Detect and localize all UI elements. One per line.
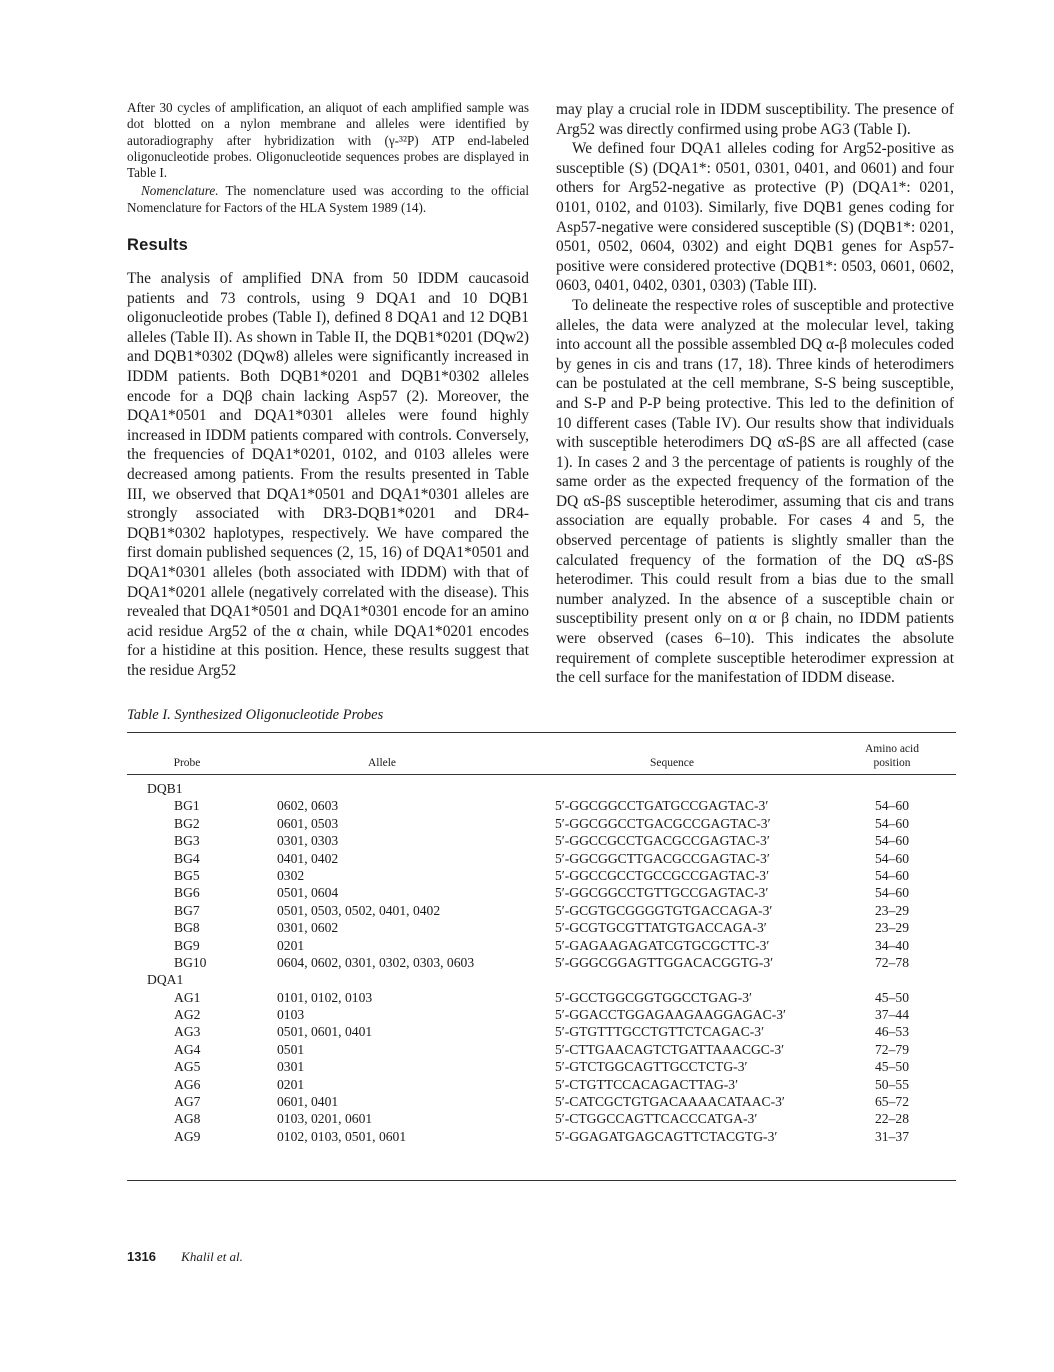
cell-sequence: 5′-GGCGGCTTGACGCCGAGTAC-3′ xyxy=(555,850,770,866)
table-bottom-rule xyxy=(127,1180,956,1181)
page-number: 1316 xyxy=(127,1249,156,1264)
table-header xyxy=(127,740,956,772)
table-group-row xyxy=(127,972,956,989)
table-row xyxy=(127,816,956,833)
cell-allele: 0301 xyxy=(277,1059,305,1075)
cell-allele: 0501, 0604 xyxy=(277,885,339,901)
table-row xyxy=(127,1007,956,1024)
table-row xyxy=(127,1042,956,1059)
cell-probe: BG9 xyxy=(174,937,200,953)
cell-sequence: 5′-GGCCGCCTGACGCCGAGTAC-3′ xyxy=(555,833,770,849)
cell-position: 54–60 xyxy=(875,815,909,831)
cell-sequence: 5′-GGGCGGAGTTGGACACGGTG-3′ xyxy=(555,954,774,970)
cell-sequence: 5′-CATCGCTGTGACAAAACATAAC-3′ xyxy=(555,1094,785,1110)
cell-allele: 0103 xyxy=(277,1007,305,1023)
table-header-rule xyxy=(127,774,956,775)
cell-sequence: 5′-CTGGCCAGTTCACCCATGA-3′ xyxy=(555,1111,758,1127)
header-position-line2: position xyxy=(873,757,911,769)
cell-sequence: 5′-GGAGATGAGCAGTTCTACGTG-3′ xyxy=(555,1128,778,1144)
cell-probe: AG7 xyxy=(174,1094,201,1110)
cell-probe: AG3 xyxy=(174,1024,201,1040)
cell-sequence: 5′-GCGTGCGTTATGTGACCAGA-3′ xyxy=(555,920,767,936)
page-footer xyxy=(127,1249,243,1265)
cell-position: 54–60 xyxy=(875,850,909,866)
table-top-rule xyxy=(127,732,956,733)
cell-position: 54–60 xyxy=(875,833,909,849)
cell-position: 50–55 xyxy=(875,1076,909,1092)
cell-sequence: 5′-GGCCGCCTGCCGCCGAGTAC-3′ xyxy=(555,867,770,883)
cell-allele: 0103, 0201, 0601 xyxy=(277,1111,373,1127)
cell-allele: 0201 xyxy=(277,1076,305,1092)
cell-position: 65–72 xyxy=(875,1094,909,1110)
cell-allele: 0401, 0402 xyxy=(277,850,339,866)
cell-probe: AG8 xyxy=(174,1111,201,1127)
cell-allele: 0501, 0503, 0502, 0401, 0402 xyxy=(277,902,441,918)
table-row xyxy=(127,1111,956,1128)
table-row xyxy=(127,1129,956,1146)
nomenclature-paragraph xyxy=(127,183,529,216)
table-row xyxy=(127,833,956,850)
running-authors: Khalil et al. xyxy=(181,1249,243,1264)
table-row xyxy=(127,1024,956,1041)
left-column xyxy=(127,100,529,681)
cell-position: 72–78 xyxy=(875,954,909,970)
group-label: DQB1 xyxy=(147,781,183,796)
cell-probe: AG5 xyxy=(174,1059,201,1075)
right-paragraph-1: may play a crucial role in IDDM susceptibility. The presence of Arg52 was directly confirmed using probe AG3 (Table I). xyxy=(556,101,954,138)
cell-sequence: 5′-GCCTGGCGGTGGCCTGAG-3′ xyxy=(555,989,753,1005)
nomenclature-text: The nomenclature used was according to the official Nomenclature for Factors of the HLA System 1989 (14). xyxy=(127,183,529,215)
cell-probe: BG8 xyxy=(174,920,200,936)
cell-sequence: 5′-GGACCTGGAGAAGAAGGAGAC-3′ xyxy=(555,1007,786,1023)
cell-probe: BG10 xyxy=(174,954,207,970)
cell-position: 54–60 xyxy=(875,885,909,901)
header-sequence: Sequence xyxy=(649,757,695,769)
cell-probe: BG4 xyxy=(174,850,200,866)
cell-sequence: 5′-CTTGAACAGTCTGATTAAACGC-3′ xyxy=(555,1041,785,1057)
results-heading: Results xyxy=(127,236,189,255)
cell-allele: 0602, 0603 xyxy=(277,798,339,814)
table-row xyxy=(127,798,956,815)
cell-allele: 0302 xyxy=(277,867,305,883)
right-paragraph-3: To delineate the respective roles of susceptible and protective alleles, the data were analyzed at the molecular level, taking into account all the possible assembled DQ α-β molecules coded by genes in cis and trans (17, 18). Three kinds of heterodimers can be postulated at the cell membrane, S-S being susceptible, and S-P and P-P being protective. This led to the definition of 10 different cases (Table IV). Our results show that individuals with susceptible heterodimers DQ αS-βS are all affected (case 1). In cases 2 and 3 the percentage of patients is roughly of the same order as the expected frequency of the formation of the DQ αS-βS susceptible heterodimer, assuming that cis and trans association are equally probable. For cases 4 and 5, the observed percentage of patients is slightly smaller than the calculated frequency of the formation of the DQ αS-βS heterodimer. This could result from a bias due to the small number analyzed. In the absence of a susceptible chain or susceptibility present only on α or β chain, no IDDM patients were observed (cases 6–10). This indicates the absolute requirement of complete susceptible heterodimer expression at the cell surface for the manifestation of IDDM disease. xyxy=(556,296,954,687)
cell-allele: 0601, 0401 xyxy=(277,1094,339,1110)
table-row xyxy=(127,938,956,955)
cell-sequence: 5′-GGCGGCCTGTTGCCGAGTAC-3′ xyxy=(555,885,769,901)
table-row xyxy=(127,903,956,920)
cell-probe: AG2 xyxy=(174,1007,201,1023)
cell-probe: AG6 xyxy=(174,1076,201,1092)
cell-allele: 0501, 0601, 0401 xyxy=(277,1024,373,1040)
cell-allele: 0102, 0103, 0501, 0601 xyxy=(277,1128,407,1144)
cell-sequence: 5′-GTCTGGCAGTTGCCTCTG-3′ xyxy=(555,1059,748,1075)
table-row xyxy=(127,920,956,937)
table-row xyxy=(127,1077,956,1094)
cell-sequence: 5′-CTGTTCCACAGACTTAG-3′ xyxy=(555,1076,739,1092)
cell-position: 31–37 xyxy=(875,1128,909,1144)
group-label: DQA1 xyxy=(147,972,184,988)
right-paragraph-2: We defined four DQA1 alleles coding for Arg52-positive as susceptible (S) (DQA1*: 0501, 0301, 0401, and 0601) and four others for Arg52-negative as protective (P) (DQA1*: 0201, 0101, 0102, and 0103). Similarly, five DQB1 genes coding for Asp57-negative were considered susceptible (S) (DQB1*: 0201, 0501, 0502, 0604, 0302) and eight DQB1 genes for Asp57-positive were considered protective (DQB1*: 0503, 0601, 0602, 0603, 0401, 0402, 0301, 0303) (Table III). xyxy=(556,140,954,295)
cell-position: 22–28 xyxy=(875,1111,909,1127)
cell-probe: BG2 xyxy=(174,815,200,831)
cell-probe: AG9 xyxy=(174,1128,201,1144)
cell-sequence: 5′-GGCGGCCTGATGCCGAGTAC-3′ xyxy=(555,798,769,814)
cell-sequence: 5′-GAGAAGAGATCGTGCGCTTC-3′ xyxy=(555,937,770,953)
cell-allele: 0601, 0503 xyxy=(277,815,339,831)
cell-probe: BG6 xyxy=(174,885,200,901)
table-row xyxy=(127,885,956,902)
cell-probe: AG4 xyxy=(174,1041,201,1057)
methods-paragraph: After 30 cycles of amplification, an aliquot of each amplified sample was dot blotted on a nylon membrane and alleles were identified by autoradiography after hybridization with (γ-³²P) ATP end-labeled oligonucleotide probes. Oligonucleotide sequences probes are displayed in Table I. xyxy=(127,100,529,181)
cell-position: 23–29 xyxy=(875,902,909,918)
nomenclature-label: Nomenclature. xyxy=(141,183,219,199)
header-allele: Allele xyxy=(367,757,397,769)
cell-position: 54–60 xyxy=(875,798,909,814)
cell-probe: AG1 xyxy=(174,989,201,1005)
cell-probe: BG5 xyxy=(174,867,200,883)
cell-probe: BG3 xyxy=(174,833,200,849)
cell-allele: 0501 xyxy=(277,1041,305,1057)
cell-position: 46–53 xyxy=(875,1024,909,1040)
cell-position: 34–40 xyxy=(875,937,909,953)
cell-position: 45–50 xyxy=(875,989,909,1005)
table-row xyxy=(127,1094,956,1111)
header-probe: Probe xyxy=(173,757,201,769)
table-body xyxy=(127,781,956,1146)
table-row xyxy=(127,955,956,972)
table-row xyxy=(127,990,956,1007)
cell-allele: 0604, 0602, 0301, 0302, 0303, 0603 xyxy=(277,954,475,970)
cell-allele: 0301, 0602 xyxy=(277,920,339,936)
right-column xyxy=(556,100,954,688)
cell-position: 72–79 xyxy=(875,1041,909,1057)
table-row xyxy=(127,851,956,868)
cell-allele: 0301, 0303 xyxy=(277,833,339,849)
header-position xyxy=(842,742,942,770)
header-position-line1: Amino acid xyxy=(865,743,919,755)
cell-position: 23–29 xyxy=(875,920,909,936)
cell-sequence: 5′-GTGTTTGCCTGTTCTCAGAC-3′ xyxy=(555,1024,765,1040)
cell-sequence: 5′-GGCGGCCTGACGCCGAGTAC-3′ xyxy=(555,815,771,831)
cell-position: 37–44 xyxy=(875,1007,909,1023)
cell-sequence: 5′-GCGTGCGGGGTGTGACCAGA-3′ xyxy=(555,902,773,918)
cell-probe: BG1 xyxy=(174,798,200,814)
cell-position: 54–60 xyxy=(875,867,909,883)
cell-probe: BG7 xyxy=(174,902,200,918)
table-row xyxy=(127,868,956,885)
results-paragraph: The analysis of amplified DNA from 50 IDDM caucasoid patients and 73 controls, using 9 DQA1 and 10 DQB1 oligonucleotide probes (Table I), defined 8 DQA1 and 12 DQB1 alleles (Table II). As shown in Table II, the DQB1*0201 (DQw2) and DQB1*0302 (DQw8) alleles were significantly increased in IDDM patients. Both DQB1*0201 and DQB1*0302 alleles encode for a DQβ chain lacking Asp57 (2). Moreover, the DQA1*0501 and DQA1*0301 alleles were found highly increased in IDDM patients compared with controls. Conversely, the frequencies of DQA1*0201, 0102, and 0103 alleles were decreased among patients. From the results presented in Table III, we observed that DQA1*0501 and DQA1*0301 alleles are strongly associated with DR3-DQB1*0201 and DR4-DQB1*0302 haplotypes, respectively. We have compared the first domain published sequences (2, 15, 16) of DQA1*0501 and DQA1*0301 alleles (both associated with IDDM) with that of DQA1*0201 allele (negatively correlated with the disease). This revealed that DQA1*0501 and DQA1*0301 encode for an amino acid residue Arg52 of the α chain, while DQA1*0201 encodes for a histidine at this position. Hence, these results suggest that the residue Arg52 xyxy=(127,270,529,679)
cell-allele: 0201 xyxy=(277,937,305,953)
table-row xyxy=(127,1059,956,1076)
table-caption: Table I. Synthesized Oligonucleotide Probes xyxy=(127,707,384,723)
cell-position: 45–50 xyxy=(875,1059,909,1075)
table-group-row xyxy=(127,781,956,798)
cell-allele: 0101, 0102, 0103 xyxy=(277,989,373,1005)
